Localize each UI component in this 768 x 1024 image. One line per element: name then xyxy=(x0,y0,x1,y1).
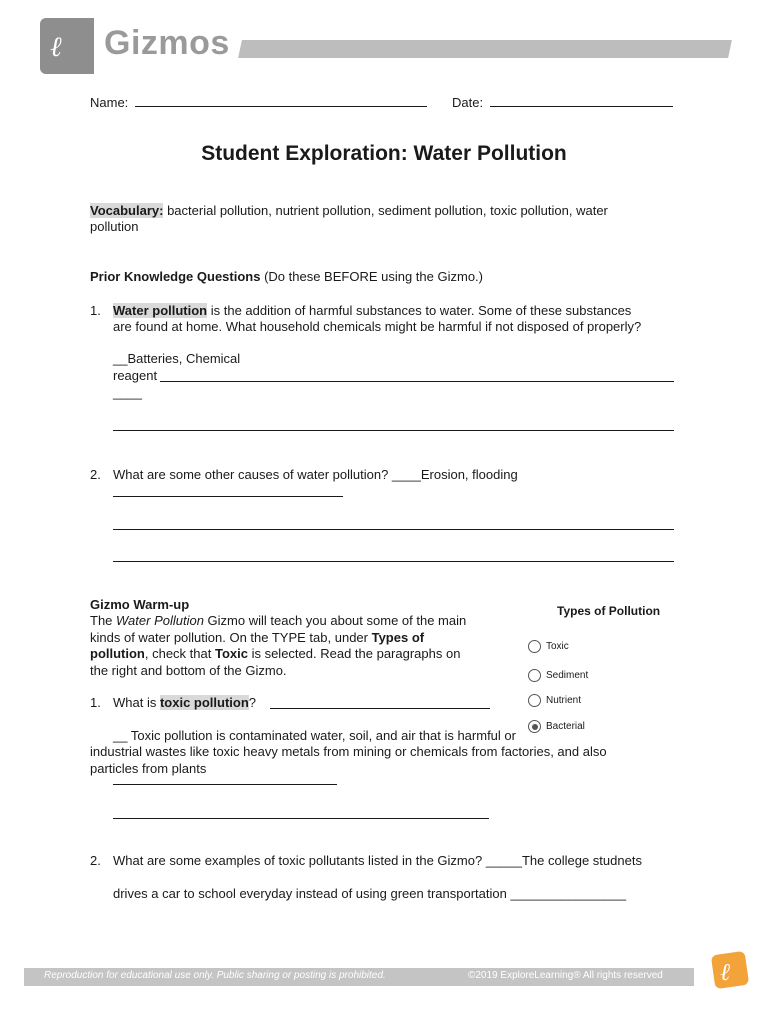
page-title: Student Exploration: Water Pollution xyxy=(201,142,567,165)
warmup-l1-a: The xyxy=(90,613,117,628)
q1-answer-blank[interactable] xyxy=(160,381,674,382)
date-blank[interactable] xyxy=(490,93,673,107)
name-blank[interactable] xyxy=(135,93,427,107)
name-field[interactable] xyxy=(90,93,427,111)
q2-text[interactable]: What are some other causes of water pollution? ____Erosion, flooding xyxy=(113,467,518,482)
warmup-heading: Gizmo Warm-up xyxy=(90,597,190,612)
warmup-l2-a: kinds of water pollution. On the TYPE tab, under xyxy=(90,630,372,645)
warmup-q1-answer-blank-2[interactable] xyxy=(113,818,489,819)
vocabulary-terms: bacterial pollution, nutrient pollution, sediment pollution, toxic pollution, water xyxy=(163,203,608,218)
warmup-l3-toxic: Toxic xyxy=(214,646,248,661)
q2-answer-blank-3[interactable] xyxy=(113,561,674,562)
q1-number: 1. xyxy=(90,303,101,318)
warmup-l1-c: Gizmo will teach you about some of the main xyxy=(203,613,467,628)
warmup-l3-b: , check that xyxy=(144,646,215,661)
prior-knowledge-heading xyxy=(90,268,483,285)
q1-line-1 xyxy=(113,302,631,319)
radio-option-toxic[interactable] xyxy=(528,640,569,654)
radio-sediment-label: Sediment xyxy=(546,670,589,682)
radio-nutrient-label: Nutrient xyxy=(546,695,582,707)
warmup-line-1 xyxy=(90,612,466,629)
radio-option-nutrient[interactable] xyxy=(528,694,581,708)
warmup-q1-text xyxy=(113,694,256,711)
footer-notice: Reproduction for educational use only. Public sharing or posting is prohibited. xyxy=(44,970,386,981)
date-field[interactable] xyxy=(452,93,673,111)
warmup-l1-italic: Water Pollution xyxy=(116,613,204,628)
vocabulary-label: Vocabulary: xyxy=(90,203,164,218)
warmup-line-4: the right and bottom of the Gizmo. xyxy=(90,663,287,678)
warmup-q1-term: toxic pollution xyxy=(159,695,249,710)
radio-bacterial-label: Bacterial xyxy=(546,721,585,733)
warmup-line-3 xyxy=(90,645,460,662)
q2-number: 2. xyxy=(90,467,101,482)
q1-answer-line-1[interactable]: __Batteries, Chemical xyxy=(113,351,241,366)
warmup-line-2 xyxy=(90,629,424,646)
q1-answer-line-2[interactable]: reagent xyxy=(113,368,158,383)
radio-toxic-icon[interactable] xyxy=(528,640,541,653)
q1-term: Water pollution xyxy=(113,303,208,318)
q2-answer-blank-1[interactable] xyxy=(113,496,343,497)
q1-answer-blank-2[interactable] xyxy=(113,430,674,431)
prior-heading-text: Prior Knowledge Questions xyxy=(90,269,261,284)
header-decorative-bar xyxy=(238,40,732,58)
q1-line-2: are found at home. What household chemicals might be harmful if not disposed of properly? xyxy=(113,319,642,334)
warmup-l3-bold: pollution xyxy=(90,646,145,661)
warmup-q1-answer-line-1[interactable]: __ Toxic pollution is contaminated water, soil, and air that is harmful or xyxy=(113,728,516,743)
q1-text: is the addition of harmful substances to water. Some of these substances xyxy=(207,303,632,318)
gizmos-logo-mark xyxy=(40,18,94,74)
date-label: Date: xyxy=(452,95,484,110)
q1-answer-line-3[interactable]: ____ xyxy=(113,385,142,400)
warmup-q1-answer-line-3[interactable]: particles from plants xyxy=(90,761,207,776)
brand-name: Gizmos xyxy=(104,24,230,62)
warmup-q1-number: 1. xyxy=(90,695,101,710)
warmup-q1-answer-blank-1[interactable] xyxy=(113,784,337,785)
types-of-pollution-title: Types of Pollution xyxy=(557,604,661,618)
prior-heading-note: (Do these BEFORE using the Gizmo.) xyxy=(260,269,483,284)
radio-option-sediment[interactable] xyxy=(528,669,588,683)
vocabulary-line-1 xyxy=(90,202,608,219)
warmup-q1-a: What is xyxy=(113,695,160,710)
warmup-q2-number: 2. xyxy=(90,853,101,868)
warmup-q1-blank[interactable] xyxy=(270,708,490,709)
radio-toxic-label: Toxic xyxy=(546,641,569,653)
warmup-q1-answer-line-2[interactable]: industrial wastes like toxic heavy metals from mining or chemicals from factories, and also xyxy=(90,744,607,759)
warmup-q2-text[interactable]: What are some examples of toxic pollutants listed in the Gizmo? _____The college studnets xyxy=(113,853,642,868)
name-label: Name: xyxy=(90,95,129,110)
radio-option-bacterial[interactable] xyxy=(528,720,585,734)
explorelearning-badge-icon xyxy=(710,950,750,990)
logo-glyph: ℓ xyxy=(50,30,62,63)
badge-glyph: ℓ xyxy=(720,958,730,986)
warmup-l2-bold: Types of xyxy=(371,630,425,645)
footer-copyright: ©2019 ExploreLearning® All rights reserved xyxy=(468,970,663,981)
warmup-q2-answer-line[interactable]: drives a car to school everyday instead of using green transportation ________________ xyxy=(113,886,627,901)
badge-svg xyxy=(710,950,750,990)
radio-nutrient-icon[interactable] xyxy=(528,694,541,707)
warmup-l3-d: is selected. Read the paragraphs on xyxy=(247,646,461,661)
vocabulary-line-2: pollution xyxy=(90,219,139,234)
warmup-q1-b: ? xyxy=(248,695,257,710)
radio-bacterial-icon[interactable] xyxy=(528,720,541,733)
q2-answer-blank-2[interactable] xyxy=(113,529,674,530)
radio-sediment-icon[interactable] xyxy=(528,669,541,682)
logo-icon xyxy=(48,28,86,64)
